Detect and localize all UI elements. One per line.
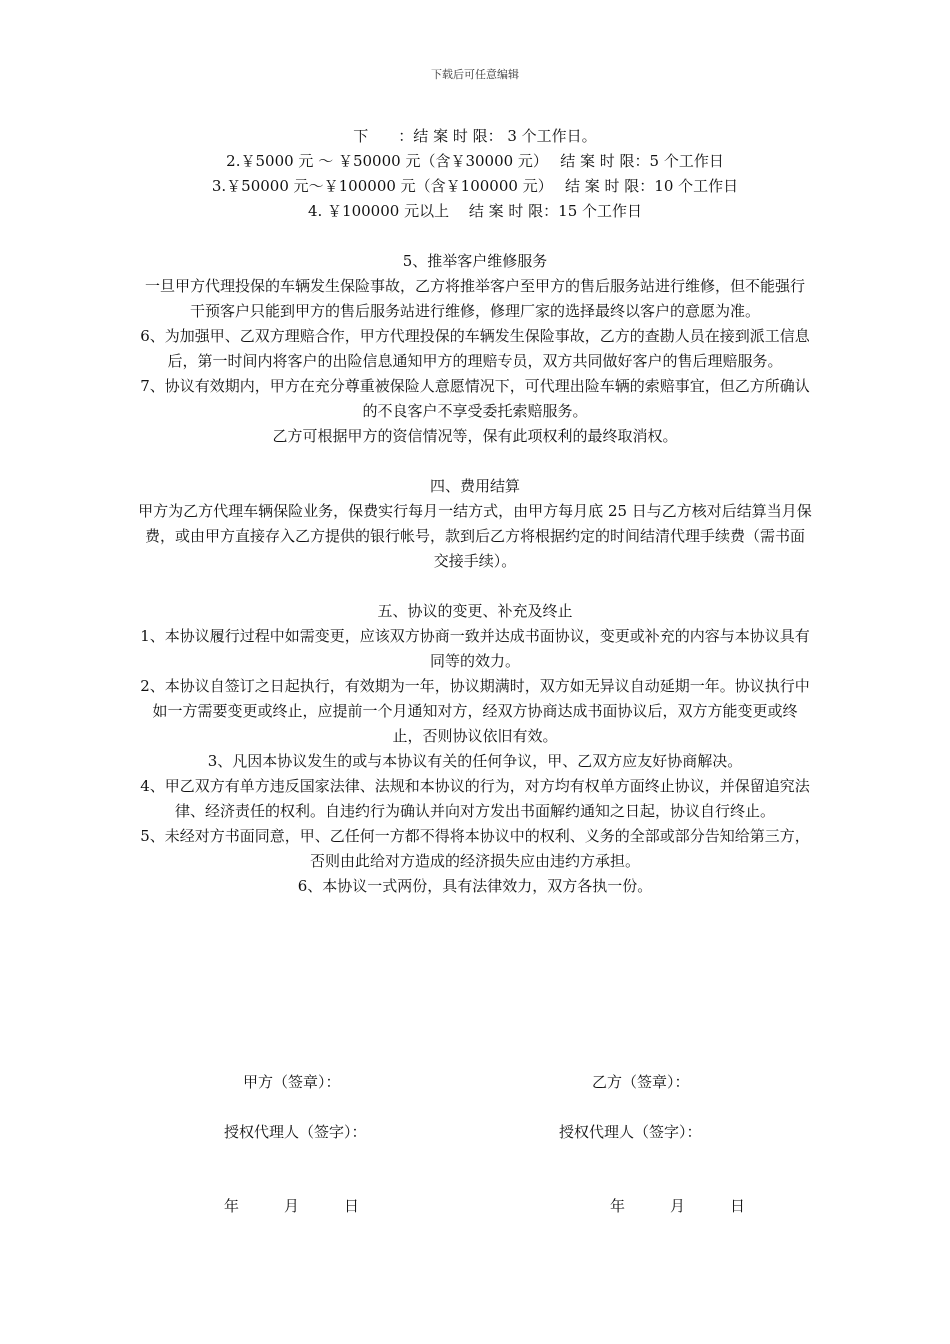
section-5-text: 一旦甲方代理投保的车辆发生保险事故，乙方将推举客户至甲方的售后服务站进行维修，但不能强行干预客户只能到甲方的售后服务站进行维修，修理厂家的选择最终以客户的意愿为准。 <box>144 277 805 320</box>
party-a-seal-label: 甲方（签章）： <box>243 1073 341 1091</box>
tier-line-3: 3.￥50000 元～￥100000 元（含￥100000 元） 结 案 时 限：10 个工作日 <box>211 177 739 195</box>
section-4-text: 甲方为乙方代理车辆保险业务，保费实行每月一结方式，由甲方每月底 25 日与乙方核对后结算当月保费，或由甲方直接存入乙方提供的银行帐号，款到后乙方将根据约定的时间结清代理手续费（需书面交接手续）。 <box>138 502 812 570</box>
party-b-agent-label: 授权代理人（签字）： <box>559 1123 702 1141</box>
page-header-note: 下载后可任意编辑 <box>431 68 519 81</box>
section-4-title: 四、费用结算 <box>429 477 520 495</box>
section-five-title: 五、协议的变更、补充及终止 <box>377 602 573 620</box>
section-five-item-2: 2、本协议自签订之日起执行，有效期为一年，协议期满时，双方如无异议自动延期一年。协议执行中如一方需要变更或终止，应提前一个月通知对方，经双方协商达成书面协议后，双方方能变更或终止，否则协议依旧有效。 <box>140 677 810 745</box>
clause-7-note: 乙方可根据甲方的资信情况等，保有此项权利的最终取消权。 <box>272 427 678 445</box>
section-five-item-6: 6、本协议一式两份，具有法律效力，双方各执一份。 <box>297 877 653 895</box>
party-a-agent-label: 授权代理人（签字）： <box>224 1123 367 1141</box>
section-five-item-5: 5、未经对方书面同意，甲、乙任何一方都不得将本协议中的权利、义务的全部或部分告知给第三方，否则由此给对方造成的经济损失应由违约方承担。 <box>140 827 810 870</box>
section-five-item-3: 3、凡因本协议发生的或与本协议有关的任何争议，甲、乙双方应友好协商解决。 <box>207 752 743 770</box>
tier-line-2: 2.￥5000 元 ～ ￥50000 元（含￥30000 元） 结 案 时 限：5 个工作日 <box>226 152 724 170</box>
document-body <box>138 124 812 899</box>
section-5-title: 5、推举客户维修服务 <box>402 252 548 270</box>
clause-7: 7、协议有效期内，甲方在充分尊重被保险人意愿情况下，可代理出险车辆的索赔事宜，但乙方所确认的不良客户不享受委托索赔服务。 <box>140 377 810 420</box>
tier-line-1: 下 ：结 案 时 限： 3 个工作日。 <box>353 127 597 145</box>
clause-6: 6、为加强甲、乙双方理赔合作，甲方代理投保的车辆发生保险事故，乙方的查勘人员在接到派工信息后，第一时间内将客户的出险信息通知甲方的理赔专员，双方共同做好客户的售后理赔服务。 <box>140 327 810 370</box>
section-five-item-4: 4、甲乙双方有单方违反国家法律、法规和本协议的行为，对方均有权单方面终止协议，并保留追究法律、经济责任的权利。自违约行为确认并向对方发出书面解约通知之日起，协议自行终止。 <box>140 777 810 820</box>
party-b-seal-label: 乙方（签章）： <box>592 1073 690 1091</box>
section-five-item-1: 1、本协议履行过程中如需变更，应该双方协商一致并达成书面协议，变更或补充的内容与本协议具有同等的效力。 <box>140 627 810 670</box>
party-a-date-label: 年 月 日 <box>224 1197 360 1215</box>
party-b-date-label: 年 月 日 <box>610 1197 746 1215</box>
tier-line-4: 4. ￥100000 元以上 结 案 时 限：15 个工作日 <box>307 202 643 220</box>
